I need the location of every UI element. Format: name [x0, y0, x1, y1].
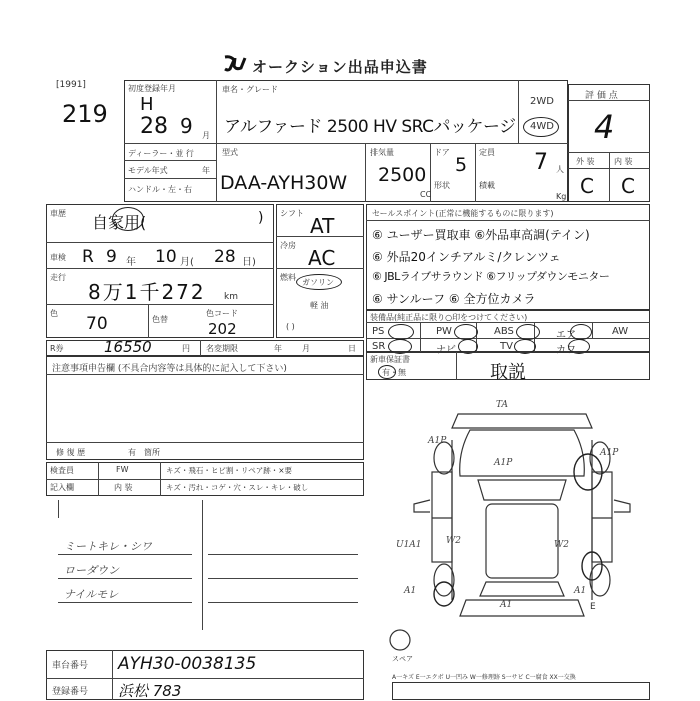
equip-pw: PW [436, 326, 452, 337]
recycle-row [46, 340, 364, 356]
diagram-mark-ta: TA [496, 400, 509, 410]
diagram-mark-u1a1: U1A1 [396, 540, 422, 550]
registration-month: 9 [180, 114, 193, 138]
drive-4wd: 4WD [530, 121, 554, 132]
exterior-grade: C [580, 174, 594, 198]
sales-point-2: ⑥ 外品20インチアルミ/クレンツェ [372, 250, 561, 264]
color-code-value: 202 [208, 320, 237, 338]
repair-label: 修 復 歴 [56, 448, 86, 457]
evaluation-score: 4 [594, 108, 615, 146]
capacity-value: 7 [534, 150, 548, 175]
fuel-paren: ( ) [286, 322, 295, 331]
diagram-mark-a1-1: A1 [404, 586, 417, 596]
diagram-mark-a1p-1: A1P [428, 436, 447, 446]
diagram-mark-e: E [590, 602, 596, 612]
equip-navi: ナビ [436, 345, 456, 356]
reg-value: 浜松 783 [118, 682, 182, 700]
shift-label: シフト [280, 209, 304, 218]
mileage-label: 走行 [50, 273, 66, 282]
sales-point-3: ⑥ JBLライブサラウンド ⑥フリップダウンモニター [372, 270, 610, 283]
diagram-mark-a1-3: A1 [574, 586, 587, 596]
form-title: オークション出品申込書 [252, 58, 428, 76]
handwriting-1: ミートキレ・シワ [64, 540, 152, 553]
legend-box [392, 682, 650, 700]
capacity-label: 定員 [479, 148, 495, 157]
shift-value: AT [310, 214, 335, 238]
registration-label: 初度登録年月 [128, 84, 176, 93]
diagram-mark-w2-1: W2 [446, 536, 461, 546]
ac-value: AC [308, 246, 336, 270]
shaken-year: 9 [106, 247, 117, 267]
equip-kawa: カワ [556, 345, 576, 356]
name-change-month: 月 [302, 344, 310, 353]
lot-number: 219 [62, 100, 108, 128]
recycle-label: R券 [50, 344, 64, 353]
interior-grade: C [621, 174, 635, 198]
equip-air-circle [570, 324, 592, 340]
usage-label: 車歴 [50, 209, 66, 218]
entry-label: 記入欄 [50, 483, 74, 492]
kg-label: Kg [556, 192, 567, 201]
chassis-value: AYH30-0038135 [118, 654, 257, 674]
equip-aw: AW [612, 326, 629, 337]
color-value: 70 [86, 314, 108, 334]
damage-legend: A一キズ E一エクボ U一凹み W一修理跡 S一サビ C一腐食 XX一交換 [392, 674, 576, 681]
interior-label: 内 装 [614, 157, 633, 166]
diagram-mark-a1-2: A1 [500, 600, 513, 610]
shaken-day-suffix: 日) [242, 257, 256, 268]
mileage-value: 8万1千272 [88, 280, 206, 304]
equipment-label: 装備品(純正品に限り○印をつけてください) [370, 313, 528, 322]
color-change-label: 色替 [152, 315, 168, 324]
new-car-warranty-label: 新車保証書 [370, 355, 410, 364]
inspector-row1: キズ・飛石・ヒビ割・リペア跡・×要 [166, 466, 292, 475]
evaluation-label: 評 価 点 [585, 91, 618, 101]
inspector-label: 検査員 [50, 466, 74, 475]
sales-point-1: ⑥ ユーザー買取車 ⑥外品車高調(テイン) [372, 228, 590, 242]
model-year-label: モデル年式 [128, 166, 168, 175]
dealer-label: ディーラー・並 行 [128, 149, 194, 158]
model-year-suffix: 年 [202, 166, 210, 175]
equip-ps: PS [372, 326, 385, 337]
shaken-month: 10 [155, 247, 177, 267]
doors-label: ドア [434, 148, 450, 157]
diagram-mark-a1p-3: A1P [600, 448, 619, 458]
handwriting-3: ナイルモレ [64, 588, 119, 601]
handwriting-2: ローダウン [64, 564, 119, 577]
manual-value: 取説 [490, 362, 526, 383]
equip-sr: SR [372, 341, 386, 352]
registration-era: H [140, 94, 154, 115]
shaken-month-suffix: 月( [180, 257, 194, 268]
year-code: [1991] [56, 80, 86, 90]
ju-logo [222, 54, 248, 72]
registration-year: 28 [140, 114, 168, 139]
equip-pw-circle [454, 324, 478, 340]
displacement-unit: CC [420, 190, 432, 199]
fuel-label: 燃料 [280, 273, 296, 282]
manual-yes-circle [378, 365, 396, 379]
name-change-day: 日 [348, 344, 356, 353]
handle-label: ハンドル・左・右 [128, 185, 192, 194]
capacity-unit: 人 [556, 165, 564, 174]
chassis-label: 車台番号 [52, 661, 89, 671]
shaken-year-suffix: 年 [126, 257, 136, 268]
diagram-mark-w2-2: W2 [554, 540, 569, 550]
usage-value: 自家用( [92, 213, 147, 232]
name-change-year: 年 [274, 344, 282, 353]
inspector-interior: 内 装 [114, 483, 133, 492]
manual-yes-no: 有・無 [382, 368, 406, 377]
fuel-value: ガソリン [302, 278, 334, 287]
doors-value: 5 [455, 154, 468, 176]
shaken-day: 28 [214, 247, 236, 267]
car-name-value: アルファード 2500 HV SRCパッケージ [224, 117, 516, 137]
sales-point-4: ⑥ サンルーフ ⑥ 全方位カメラ [372, 292, 536, 306]
registration-month-suffix: 月 [202, 131, 210, 140]
ac-label: 冷房 [280, 241, 296, 250]
type-label: 型式 [222, 148, 238, 157]
exterior-label: 外 装 [576, 157, 595, 166]
recycle-unit: 円 [182, 344, 190, 353]
diagram-mark-a1p-2: A1P [494, 458, 513, 468]
equip-abs-circle [516, 324, 540, 340]
equip-tv: TV [500, 341, 513, 352]
shape-label: 形状 [434, 181, 450, 190]
equip-abs: ABS [494, 326, 514, 337]
shaken-era: R [82, 247, 94, 267]
mileage-unit: km [224, 292, 238, 302]
diagram-spare-label: スペア [392, 655, 413, 663]
car-name-label: 車名・グレード [222, 85, 278, 94]
repair-status: 有 [128, 448, 136, 457]
equip-air: エア [556, 330, 576, 341]
repair-place: 箇所 [144, 448, 160, 457]
load-label: 積載 [479, 181, 495, 190]
usage-circle [112, 207, 144, 231]
displacement-value: 2500 [378, 164, 427, 186]
color-code-label: 色コード [206, 309, 238, 318]
name-change-label: 名変期限 [206, 344, 238, 353]
inspector-fw: FW [116, 465, 129, 474]
notes-label: 注意事項申告欄 (不具合内容等は具体的に記入して下さい) [52, 364, 287, 374]
color-label: 色 [50, 309, 58, 318]
reg-label: 登録番号 [52, 687, 89, 697]
equip-ps-circle [388, 324, 414, 340]
inspector-row2: キズ・汚れ・コゲ・穴・スレ・キレ・破し [166, 483, 309, 492]
shaken-label: 車検 [50, 253, 66, 262]
displacement-label: 排気量 [370, 148, 394, 157]
recycle-value: 16550 [104, 338, 152, 356]
drive-2wd: 2WD [530, 96, 554, 107]
usage-close: ) [258, 210, 264, 226]
fuel-note: 軽 油 [310, 301, 329, 310]
sales-points-label: セールスポイント(正常に機能するものに限ります) [372, 209, 554, 218]
type-value: DAA-AYH30W [220, 172, 348, 194]
